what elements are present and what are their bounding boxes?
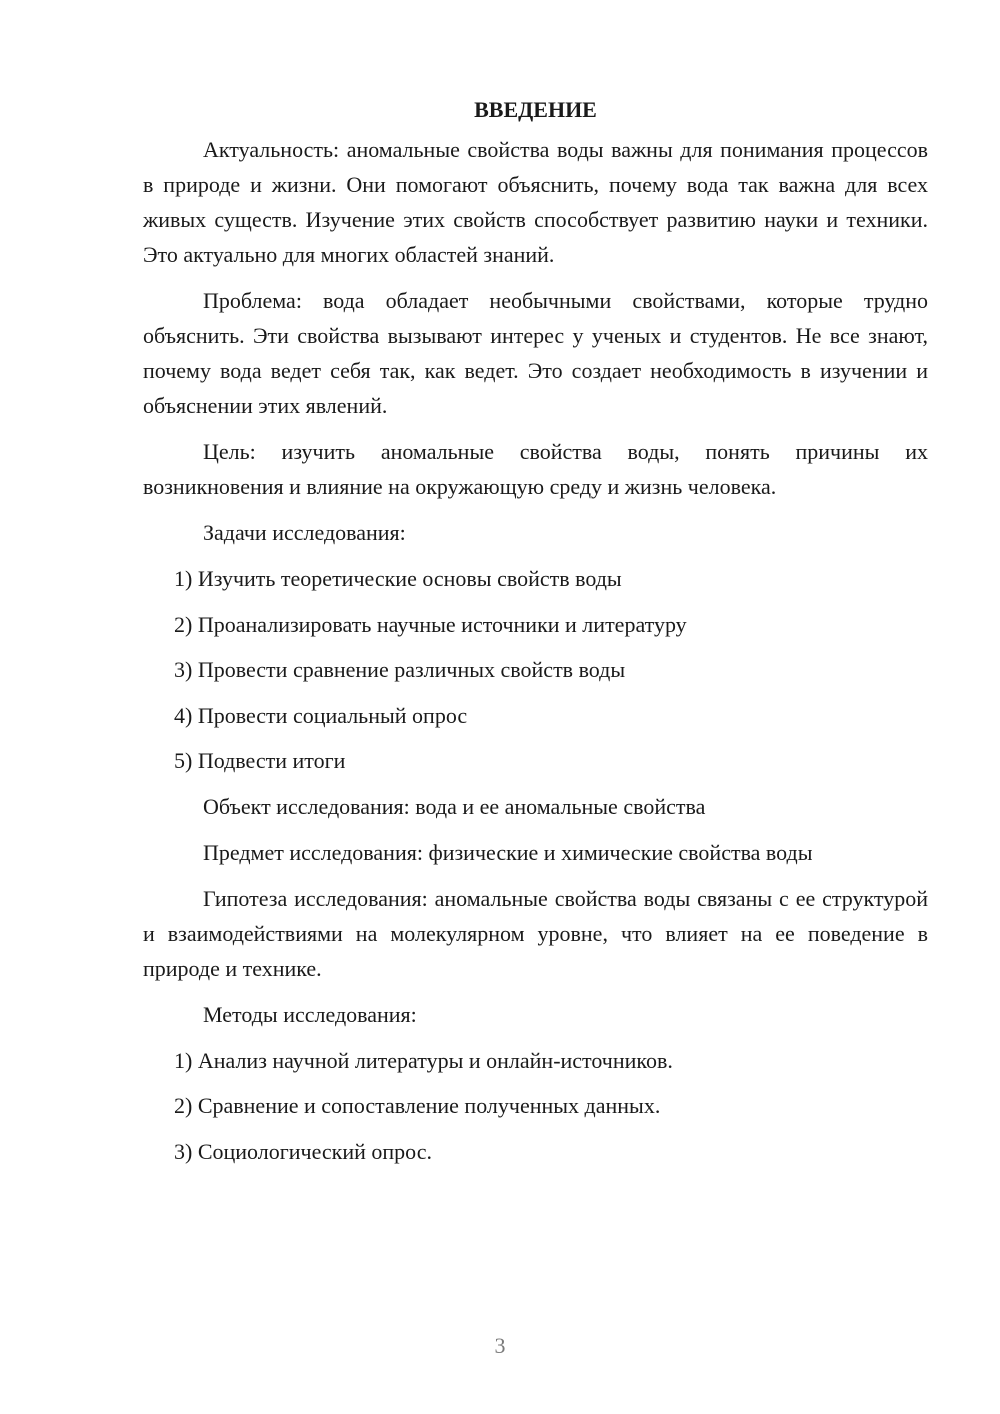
method-item: 1) Анализ научной литературы и онлайн-источников.	[174, 1047, 673, 1073]
task-item: 4) Провести социальный опрос	[174, 702, 468, 728]
hypothesis-paragraph: Гипотеза исследования: аномальные свойства воды связаны с ее структурой и взаимодействиями на молекулярном уровне, что влияет на ее поведение в природе и технике.	[143, 885, 928, 981]
subject-line: Предмет исследования: физические и химические свойства воды	[203, 839, 813, 865]
document-page	[143, 92, 928, 1179]
tasks-list	[143, 561, 928, 778]
methods-list	[143, 1043, 928, 1169]
relevance-paragraph: Актуальность: аномальные свойства воды важны для понимания процессов в природе и жизни. Они помогают объяснить, почему вода так важна для всех живых существ. Изучение этих свойств способствует развитию науки и техники. Это актуально для многих областей знаний.	[143, 137, 928, 267]
page-number: 3	[494, 1333, 506, 1358]
task-item: 3) Провести сравнение различных свойств воды	[174, 657, 626, 682]
method-item: 3) Социологический опрос.	[174, 1138, 432, 1164]
method-item: 2) Сравнение и сопоставление полученных данных.	[174, 1093, 661, 1118]
problem-paragraph: Проблема: вода обладает необычными свойствами, которые трудно объяснить. Эти свойства вызывают интерес у ученых и студентов. Не все знают, почему вода ведет себя так, как ведет. Это создает необходимость в изучении и объяснении этих явлений.	[143, 288, 928, 418]
object-line: Объект исследования: вода и ее аномальные свойства	[203, 793, 706, 819]
task-item: 5) Подвести итоги	[174, 748, 346, 773]
section-title: ВВЕДЕНИЕ	[474, 97, 597, 122]
task-item: 1) Изучить теоретические основы свойств воды	[174, 566, 622, 591]
methods-label: Методы исследования:	[203, 1001, 417, 1027]
task-item: 2) Проанализировать научные источники и литературу	[174, 611, 687, 637]
goal-paragraph: Цель: изучить аномальные свойства воды, понять причины их возникновения и влияние на окружающую среду и жизнь человека.	[143, 439, 928, 499]
tasks-label: Задачи исследования:	[203, 520, 406, 545]
